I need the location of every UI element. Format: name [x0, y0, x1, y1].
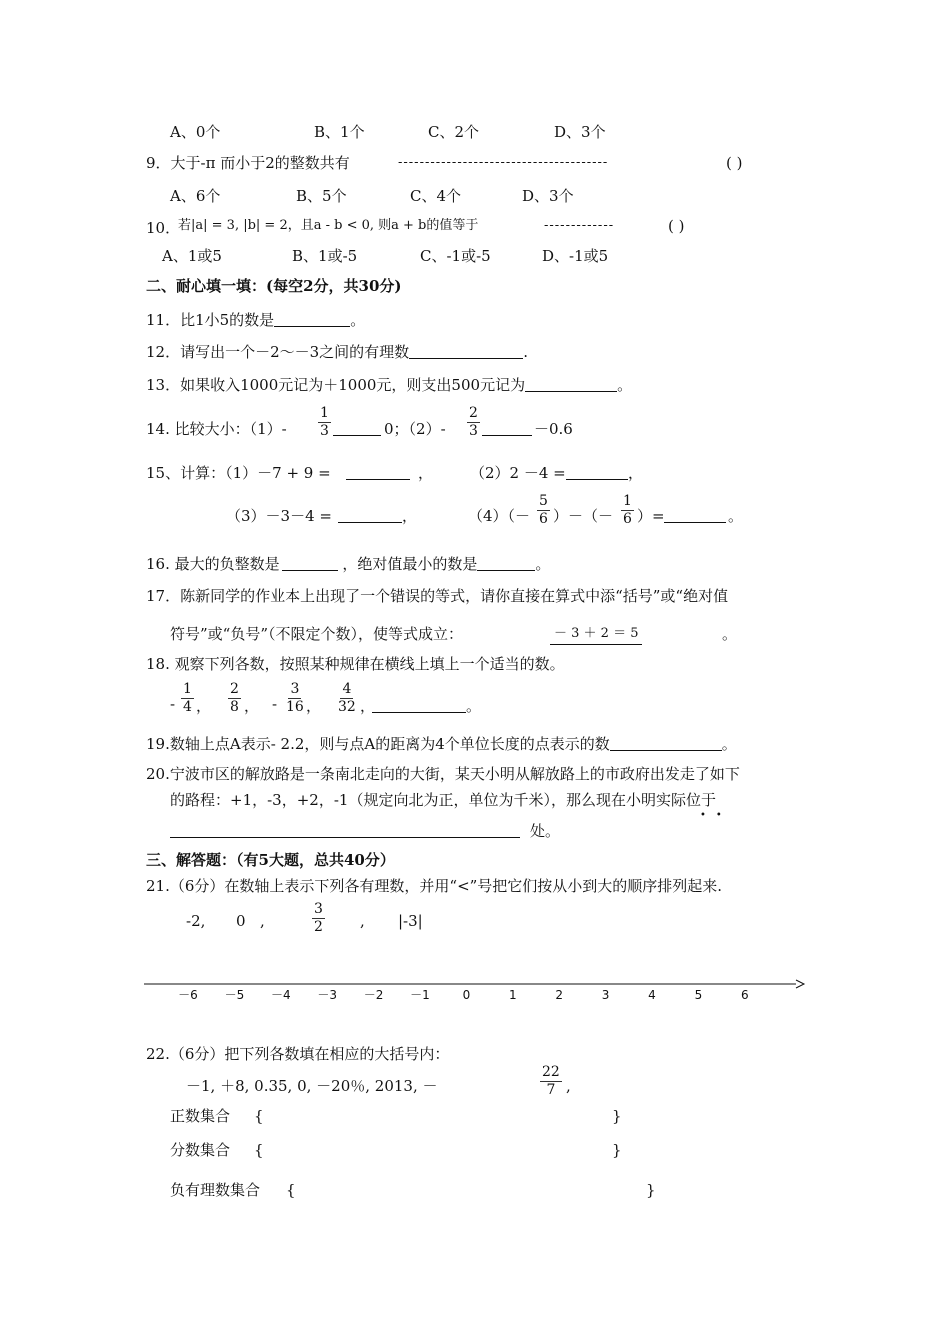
q14-blank-1[interactable] — [333, 419, 381, 439]
q15-part-4a: （4）（－ — [468, 507, 531, 525]
q15-comma-3: ， — [402, 507, 418, 525]
q18-fraction-2-denominator: 8 — [230, 699, 239, 715]
number-line-tick-label: 1 — [508, 988, 517, 1002]
q8-option-d: D、3个 — [554, 123, 606, 141]
number-line[interactable] — [0, 970, 950, 1010]
q12-text: 12．请写出一个－2～－3之间的有理数 — [146, 343, 410, 361]
q18-fraction-4-denominator: 32 — [338, 699, 356, 715]
q9-dashes: --------------------------------------- — [398, 155, 609, 170]
q10-number: 10． — [146, 219, 181, 237]
q10-option-d: D、-1或5 — [542, 247, 609, 265]
q8-option-b: B、1个 — [314, 123, 365, 141]
q12-end: . — [523, 343, 528, 361]
q20-emphasis-dots: •• — [700, 810, 732, 821]
q21-comma-1: , — [260, 912, 265, 930]
number-line-tick-label: 3 — [601, 988, 610, 1002]
q18-sep-2: ， — [244, 697, 260, 715]
q21-fraction-denominator: 2 — [314, 919, 323, 935]
q21-value-2: 0 — [236, 912, 246, 930]
q18-blank[interactable] — [372, 696, 466, 716]
q18-fraction-3-denominator: 16 — [286, 699, 304, 715]
q16-blank-1[interactable] — [282, 556, 338, 571]
q15-comma-2: ， — [628, 464, 644, 482]
q22-fraction-set-left-brace: { — [254, 1141, 264, 1159]
q16-text-a: 16. 最大的负整数是 — [146, 555, 280, 573]
q9-option-d: D、3个 — [522, 187, 574, 205]
q11-text: 11．比1小5的数是 — [146, 311, 275, 329]
q22-positive-set-input[interactable] — [268, 1106, 608, 1126]
q22-numbers: －1, ＋8, 0.35, 0, －20％, 2013, － — [186, 1077, 438, 1095]
q18-fraction-3 — [284, 681, 306, 716]
q22-negative-rational-set-input[interactable] — [300, 1180, 640, 1200]
q17-equation: － 3 ＋ 2 ＝ 5 — [550, 624, 642, 645]
q8-option-c: C、2个 — [428, 123, 480, 141]
section-3-heading: 三、解答题：（有5大题，总共40分） — [146, 851, 395, 869]
q15-fraction-2-numerator: 1 — [623, 493, 632, 509]
q12 — [146, 342, 528, 362]
q21-fraction-numerator: 3 — [314, 901, 323, 917]
q19-end: 。 — [721, 735, 737, 753]
q12-blank[interactable] — [409, 344, 523, 359]
q22-negative-rational-set-label: 负有理数集合 — [170, 1181, 261, 1199]
number-line-tick-label: －6 — [178, 988, 198, 1002]
q9-option-b: B、5个 — [296, 187, 347, 205]
q14-fraction-2 — [467, 405, 480, 440]
number-line-tick-label: －4 — [270, 988, 291, 1002]
q15-blank-1[interactable] — [346, 463, 410, 483]
number-line-arrow — [796, 980, 804, 988]
q22-negative-rational-set-left-brace: { — [286, 1181, 296, 1199]
q13-blank[interactable] — [525, 377, 617, 392]
q19-text: 19.数轴上点A表示- 2.2，则与点A的距离为4个单位长度的点表示的数 — [146, 735, 610, 753]
q14-fraction-2-numerator: 2 — [469, 405, 478, 421]
q15-part-2: （2）2 －4 = — [470, 464, 566, 482]
q13-end: 。 — [617, 376, 633, 394]
q13 — [146, 375, 632, 395]
q15-part-4b: ）－（－ — [553, 507, 614, 525]
q22-fraction-set-label: 分数集合 — [170, 1141, 231, 1159]
q19-blank[interactable] — [610, 736, 722, 751]
number-line-tick-label: －5 — [224, 988, 245, 1002]
number-line-tick-label: 0 — [462, 988, 471, 1002]
q18-fraction-4-numerator: 4 — [342, 681, 352, 697]
q14-text: 14. 比较大小：（1）- — [146, 420, 287, 438]
q18-fraction-1 — [181, 681, 194, 716]
q22-fraction-numerator: 22 — [542, 1064, 560, 1080]
q22-fraction — [540, 1064, 562, 1099]
q20-end: 处。 — [530, 822, 561, 840]
q22-fraction-set-input[interactable] — [268, 1140, 608, 1160]
q14-fraction-1 — [318, 405, 331, 440]
q9-option-c: C、4个 — [410, 187, 462, 205]
q17-line-1: 17．陈新同学的作业本上出现了一个错误的等式，请你直接在算式中添“括号”或“绝对值 — [146, 587, 729, 605]
q15-comma-1: ， — [418, 464, 434, 482]
q15-fraction-2 — [621, 493, 634, 528]
q10-option-c: C、-1或-5 — [420, 247, 491, 265]
q14-blank-2[interactable] — [482, 419, 532, 439]
q14-fraction-1-denominator: 3 — [320, 423, 329, 439]
q11-blank[interactable] — [274, 312, 350, 327]
q22-fraction-denominator: 7 — [546, 1082, 556, 1098]
q18-end: 。 — [466, 697, 482, 715]
q18-sep-4: ， — [360, 697, 376, 715]
q15-part-3: （3）－3－4 = — [226, 507, 332, 525]
q18-sep-1: ， — [196, 697, 212, 715]
q20-blank[interactable] — [170, 821, 520, 841]
q15-end: 。 — [728, 507, 744, 525]
q15-fraction-1-denominator: 6 — [539, 511, 548, 527]
q8-option-a: A、0个 — [170, 123, 221, 141]
q14-end: －0.6 — [534, 420, 573, 438]
number-line-tick-label: 4 — [648, 988, 656, 1002]
q20-line-1: 20.宁波市区的解放路是一条南北走向的大街，某天小明从解放路上的市政府出发走了如下 — [146, 765, 740, 783]
q13-text: 13．如果收入1000元记为＋1000元，则支出500元记为 — [146, 376, 526, 394]
q15-part-4c: ）= — [637, 507, 665, 525]
q21-value-1: -2, — [186, 912, 206, 930]
section-2-heading: 二、耐心填一填：(每空2分，共30分) — [146, 277, 402, 295]
q14-mid: 0；（2）- — [384, 420, 446, 438]
q22-negative-rational-set-right-brace: } — [646, 1181, 656, 1199]
q18-fraction-3-numerator: 3 — [290, 681, 300, 697]
q15-fraction-1-numerator: 5 — [539, 493, 548, 509]
q9-stem: 9．大于-π 而小于2的整数共有 — [146, 154, 350, 172]
q18-fraction-2-numerator: 2 — [230, 681, 239, 697]
q16-end: 。 — [535, 555, 551, 573]
q15-blank-4[interactable] — [664, 506, 726, 526]
q16-text-b: ，绝对值最小的数是 — [342, 555, 478, 573]
q10-option-a: A、1或5 — [162, 247, 222, 265]
q15-fraction-1 — [537, 493, 550, 528]
q9-option-a: A、6个 — [170, 187, 221, 205]
q9-answer-paren: ( ) — [726, 154, 743, 172]
q22-fraction-set-right-brace: } — [612, 1141, 622, 1159]
q22-positive-set-left-brace: { — [254, 1107, 264, 1125]
q11-end: 。 — [350, 311, 366, 329]
number-line-tick-label: －3 — [317, 988, 338, 1002]
q17-end: 。 — [722, 625, 738, 643]
q18-fraction-1-denominator: 4 — [183, 699, 192, 715]
q21-fraction — [312, 901, 325, 936]
number-line-tick-label: －2 — [363, 988, 384, 1002]
q18-text: 18. 观察下列各数，按照某种规律在横线上填上一个适当的数。 — [146, 655, 565, 673]
q21-value-4: |-3| — [398, 912, 423, 930]
q21-text: 21.（6分）在数轴上表示下列各有理数，并用“<”号把它们按从小到大的顺序排列起来. — [146, 877, 723, 895]
q10-dashes: ------------- — [544, 218, 615, 233]
q10-stem: 若|a| = 3, |b| = 2，且a - b < 0, 则a + b的值等于 — [178, 218, 479, 233]
q10-answer-paren: ( ) — [668, 217, 685, 235]
q15-blank-2[interactable] — [566, 463, 628, 483]
q11 — [146, 310, 365, 330]
q16 — [146, 554, 550, 574]
q22-numbers-end: , — [566, 1077, 571, 1095]
q19 — [146, 734, 737, 754]
q20-line-2: 的路程：+1，-3，+2，-1（规定向北为正，单位为千米），那么现在小明实际位于 — [170, 791, 716, 809]
q15-blank-3[interactable] — [338, 506, 402, 526]
q22-text: 22.（6分）把下列各数填在相应的大括号内： — [146, 1045, 450, 1063]
number-line-tick-label: 6 — [740, 988, 749, 1002]
q18-sep-3: ， — [306, 697, 322, 715]
number-line-tick-label: 2 — [555, 988, 564, 1002]
q17-line-2: 符号”或“负号”（不限定个数），使等式成立： — [170, 625, 464, 643]
q14-fraction-1-numerator: 1 — [320, 405, 329, 421]
q16-blank-2[interactable] — [477, 556, 535, 571]
q15-label: 15、计算：（1）－7 + 9 = — [146, 464, 331, 482]
q18-fraction-4 — [336, 681, 358, 716]
number-line-tick-label: 5 — [694, 988, 703, 1002]
q14-fraction-2-denominator: 3 — [469, 423, 478, 439]
q18-sign-1: - — [170, 695, 176, 713]
q10-option-b: B、1或-5 — [292, 247, 358, 265]
q18-fraction-2 — [228, 681, 241, 716]
number-line-tick-label: －1 — [410, 988, 430, 1002]
q21-comma-2: , — [360, 912, 365, 930]
q18-fraction-1-numerator: 1 — [183, 681, 192, 697]
q22-positive-set-right-brace: } — [612, 1107, 622, 1125]
q18-sign-3: - — [272, 695, 278, 713]
q15-fraction-2-denominator: 6 — [623, 511, 632, 527]
q22-positive-set-label: 正数集合 — [170, 1107, 231, 1125]
